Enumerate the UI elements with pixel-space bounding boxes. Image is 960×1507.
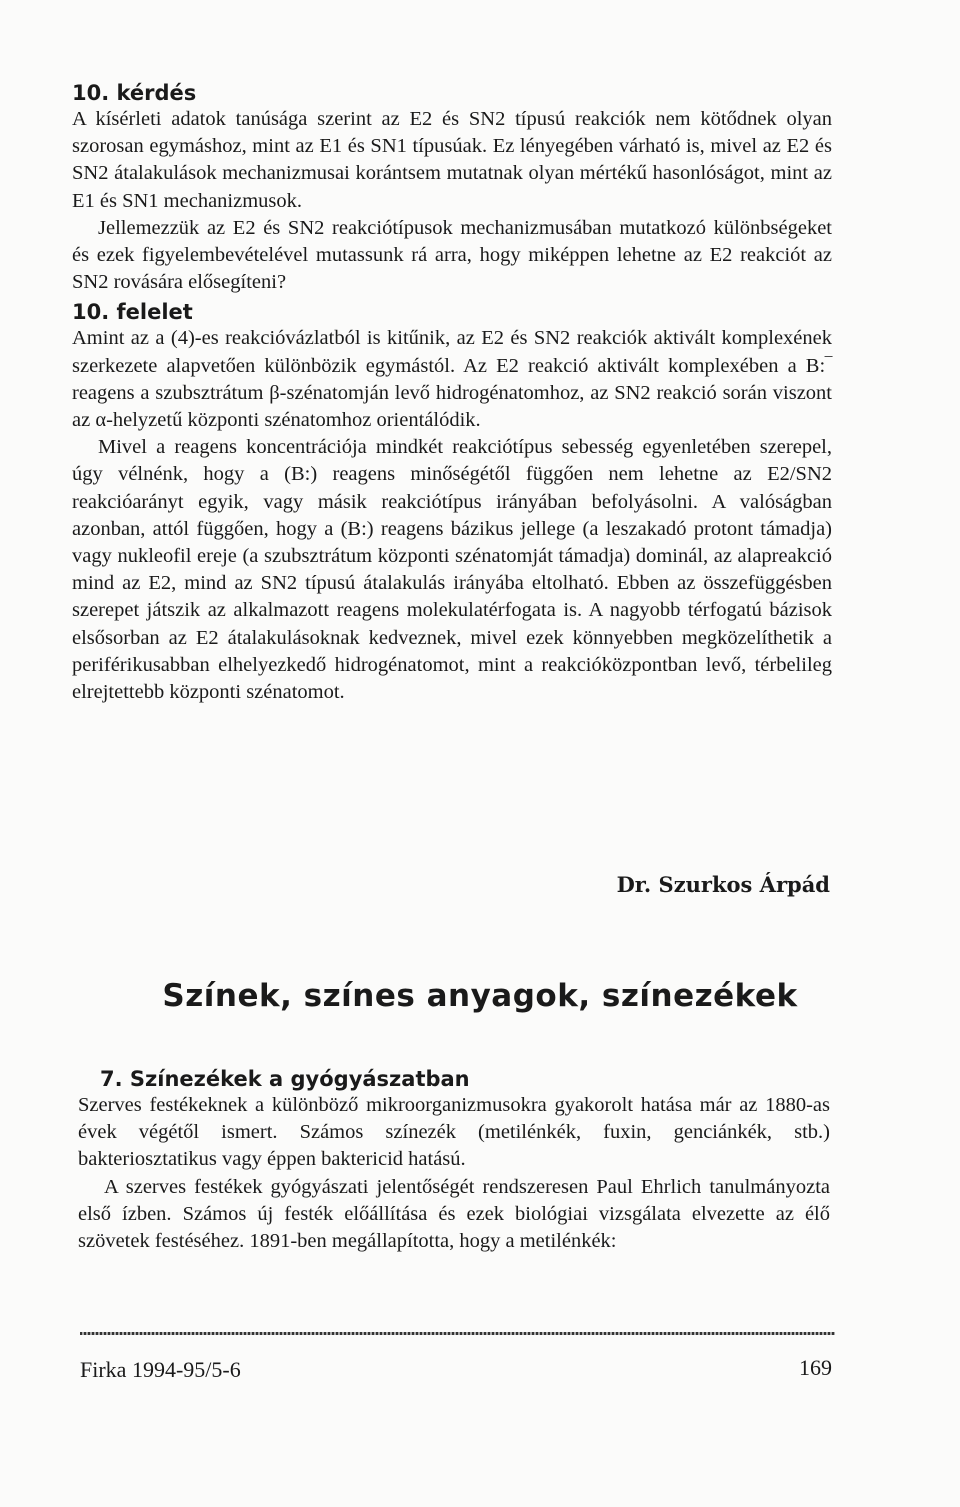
author-signature: Dr. Szurkos Árpád <box>616 872 830 897</box>
answer-title: 10. felelet <box>72 300 193 325</box>
section7-paragraph-1: Szerves festékeknek a különböző mikroorganizmusokra gyakorolt hatása már az 1880-as évek végétől ismert. Számos színezék (metilénkék, fuxin, genciánkék, stb.) bakteriosztatikus vagy éppen baktericid hatású. <box>78 1094 830 1171</box>
section7-paragraph-2: A szerves festékek gyógyászati jelentőségét rendszeresen Paul Ehrlich tanulmányozta első ízben. Számos új festék előállítása és ezek biológiai vizsgálata elvezette az élő szövetek festéséhez. 1891-ben megállapította, hogy a metilénkék: <box>78 1175 830 1253</box>
footer-journal: Firka 1994-95/5-6 <box>80 1357 241 1382</box>
answer-paragraph-2: Mivel a reagens koncentrációja mindkét reakciótípus sebesség egyenletében szerepel, úgy vélnénk, hogy a (B:) reagens minőségétől függően nem lehetne az E2/SN2 reakcióarányt egyik, vagy másik reakciótípus irányában befolyásolni. A valóságban azonban, attól függően, hogy a (B:) reagens bázikus jellege (a leszakadó protont támadja) vagy nukleofil ereje (a szubsztrátum központi szénatomját támadja) dominál, az alapreakció mind az E2, mind az SN2 típusú átalakulás irányába eltolható. Ebben az összefüggésben szerepet játszik az alkalmazott reagens molekulatérfogata is. A nagyobb térfogatú bázisok elsősorban az E2 átalakulásoknak kedveznek, mivel ezek könnyebben megközelíthetik a periférikusabban elhelyezkedő hidrogénatomot, mint a reakcióközpontban levő, térbelileg elrejtettebb központi szénatomot. <box>72 436 832 704</box>
question-block <box>72 80 832 706</box>
question-title: 10. kérdés <box>72 81 197 105</box>
section-heading: Színek, színes anyagok, színezékek <box>162 978 798 1014</box>
question-paragraph-1: A kísérleti adatok tanúsága szerint az E2 és SN2 típusú reakciók nem kötődnek olyan szorosan egymáshoz, mint az E1 és SN1 típusúak. Ez lényegében várható is, mivel az E2 és SN2 átalakulások mechanizmusai korántsem mutatnak olyan mértékű hasonlóságot, mint az E1 és SN1 mechanizmusok. <box>72 108 832 212</box>
question-paragraph-2: Jellemezzük az E2 és SN2 reakciótípusok mechanizmusában mutatkozó különbségeket és ezek figyelembevételével mutassunk rá arra, hogy miképpen lehetne az E2 reakciót az SN2 rovására elősegíteni? <box>72 216 832 294</box>
footer-divider <box>80 1332 835 1335</box>
section7-block <box>78 1066 830 1255</box>
footer-page-number: 169 <box>799 1355 832 1380</box>
answer-paragraph-1: Amint az a (4)-es reakcióvázlatból is kitűnik, az E2 és SN2 reakciók aktivált komplexének szerkezete alapvetően különbözik egymástól. Az E2 reakció aktivált komplexében a B:‾ reagens a szubsztrátum β-szénatomján levő hidrogénatomhoz, az SN2 reakció során viszont az α-helyzetű központi szénatomhoz orientálódik. <box>72 327 832 432</box>
section7-title: 7. Színezékek a gyógyászatban <box>100 1067 470 1091</box>
